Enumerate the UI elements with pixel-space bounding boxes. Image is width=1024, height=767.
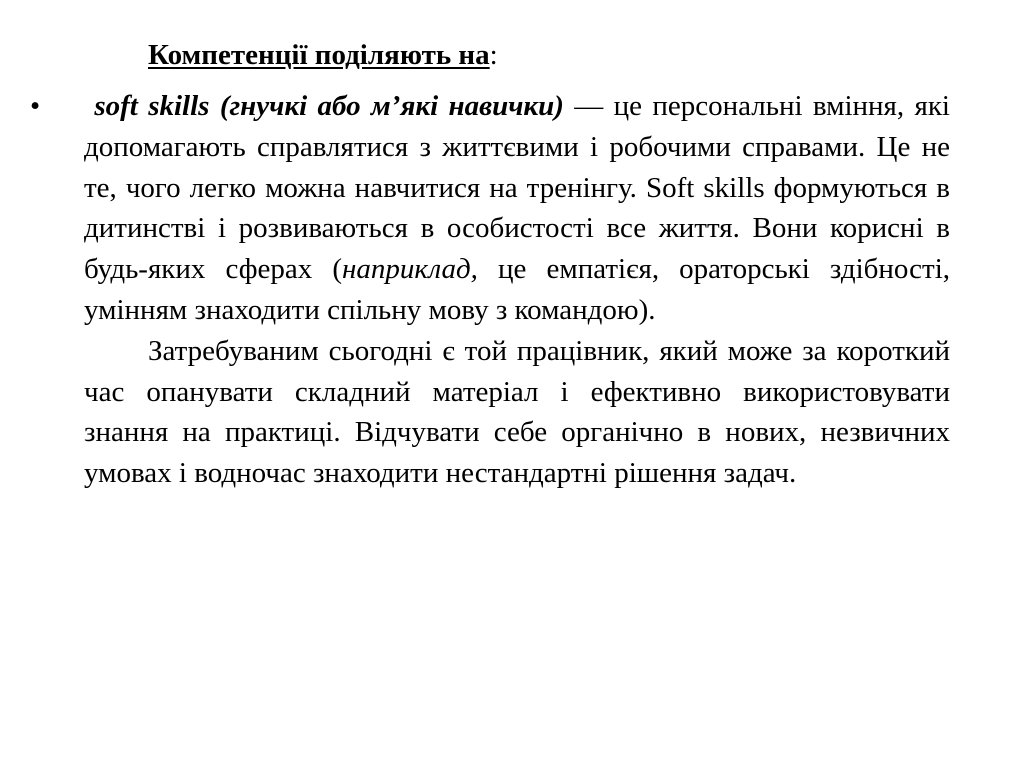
example-label: наприклад, xyxy=(341,253,478,286)
bullet-paragraph-1 xyxy=(84,86,950,331)
bullet-text-2: це емпатієя, ораторські здібності, умінням знаходити спільну мову з командою). xyxy=(84,253,950,326)
bullet-text-1: — це персональні вміння, які допомагають справлятися з життєвими і робочими справами. Це не те, чого легко можна навчитися на тренінгу. Soft skills формуються в дитинстві і розвиваються в особистості все життя. Вони корисні в будь-яких сферах ( xyxy=(84,90,950,286)
bullet-marker: • xyxy=(30,90,41,122)
bullet-paragraph-2: Затребуваним сьогодні є той працівник, який може за короткий час опанувати складний матеріал і ефективно використовувати знання на практиці. Відчувати себе органічно в нових, незвичних умовах і водночас знаходити нестандартні рішення задач. xyxy=(84,334,950,490)
slide-heading xyxy=(148,38,498,72)
bullet-lead: soft skills (гнучкі або м’які навички) xyxy=(94,90,564,122)
bullet-body xyxy=(84,86,950,494)
heading-title: Компетенції поділяють на xyxy=(148,39,490,71)
heading-colon: : xyxy=(489,39,498,71)
